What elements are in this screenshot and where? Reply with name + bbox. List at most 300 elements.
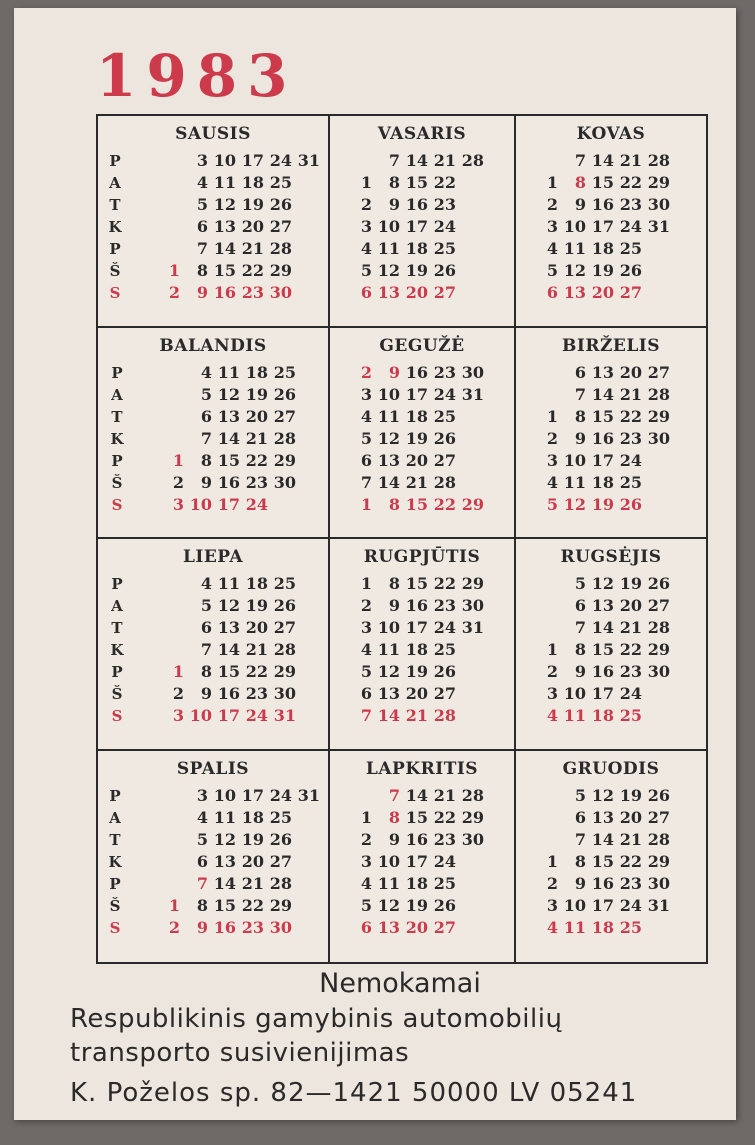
- week-row: [532, 428, 672, 450]
- day-number: 27: [619, 283, 642, 302]
- day-number: [158, 617, 186, 639]
- week-row: [346, 472, 486, 494]
- day-number: [644, 238, 672, 260]
- day-number: 10: [213, 151, 236, 170]
- day-number: 22: [619, 173, 642, 192]
- day-number: 9: [574, 428, 586, 448]
- day-number: 12: [377, 428, 400, 448]
- day-number: 5: [196, 829, 208, 849]
- day-number: [130, 683, 158, 705]
- day-number: [458, 450, 486, 472]
- day-number: 22: [245, 450, 268, 470]
- day-number: 9: [200, 684, 212, 703]
- week-row: [346, 807, 486, 829]
- day-number: 24: [269, 151, 292, 170]
- day-number: 9: [388, 829, 400, 849]
- day-number: 1: [168, 895, 180, 915]
- day-number: 28: [647, 829, 670, 849]
- day-number: 4: [360, 873, 372, 893]
- week-row: [126, 150, 322, 172]
- day-number: 26: [433, 895, 456, 915]
- day-number: 29: [273, 450, 296, 470]
- day-number: 13: [591, 807, 614, 827]
- day-number: 20: [405, 450, 428, 470]
- day-number: 19: [245, 384, 268, 404]
- day-number: 11: [213, 807, 236, 827]
- day-number: 18: [405, 406, 428, 426]
- day-number: 7: [388, 151, 400, 170]
- day-number: [154, 150, 182, 172]
- week-row: [532, 494, 672, 516]
- day-number: 8: [196, 895, 208, 915]
- day-number: 16: [405, 195, 428, 214]
- day-number: 17: [217, 494, 240, 514]
- day-number: [158, 428, 186, 450]
- week-row: [126, 238, 322, 260]
- month-sausis: [98, 116, 330, 328]
- week-row: [532, 172, 672, 194]
- day-number: 14: [591, 829, 614, 849]
- month-birželis: [516, 328, 706, 540]
- day-number: 3: [360, 618, 372, 637]
- day-number: 19: [241, 195, 264, 214]
- day-number: 7: [360, 706, 372, 725]
- week-row: [126, 917, 322, 939]
- day-number: 26: [269, 829, 292, 849]
- day-number: 27: [269, 217, 292, 236]
- day-number: [532, 785, 560, 807]
- day-number: 24: [619, 895, 642, 915]
- day-number: 29: [461, 494, 484, 514]
- day-number: 9: [574, 873, 586, 893]
- day-number: [644, 260, 672, 282]
- day-number: [154, 194, 182, 216]
- day-number: [126, 829, 154, 851]
- day-number: 18: [405, 239, 428, 258]
- day-number: 6: [196, 217, 208, 236]
- day-number: [458, 172, 486, 194]
- day-number: 4: [546, 239, 558, 258]
- day-number: 5: [360, 428, 372, 448]
- day-number: [126, 238, 154, 260]
- day-number: [294, 895, 322, 917]
- day-number: 12: [377, 261, 400, 280]
- day-number: [154, 785, 182, 807]
- day-number: [126, 807, 154, 829]
- week-row: [130, 472, 298, 494]
- week-row: [346, 282, 486, 304]
- day-number: 1: [172, 662, 184, 681]
- day-number: 14: [591, 618, 614, 637]
- day-number: [158, 639, 186, 661]
- day-number: 23: [619, 873, 642, 893]
- year-title: 1983: [96, 42, 298, 110]
- day-number: 5: [360, 895, 372, 915]
- day-number: 4: [196, 807, 208, 827]
- month-kovas: [516, 116, 706, 328]
- day-number: 31: [461, 618, 484, 637]
- day-number: 18: [591, 917, 614, 937]
- day-number: [130, 661, 158, 683]
- day-number: 20: [619, 596, 642, 615]
- week-row: [346, 450, 486, 472]
- day-number: 26: [433, 261, 456, 280]
- day-number: 14: [377, 706, 400, 725]
- day-number: 1: [172, 450, 184, 470]
- day-number: 25: [433, 640, 456, 659]
- day-number: 15: [405, 807, 428, 827]
- day-number: 15: [405, 173, 428, 192]
- day-number: 26: [647, 785, 670, 805]
- day-number: [154, 172, 182, 194]
- week-row: [130, 705, 298, 727]
- day-number: 27: [269, 851, 292, 871]
- day-number: 19: [405, 662, 428, 681]
- week-row: [346, 873, 486, 895]
- day-number: 24: [433, 384, 456, 404]
- day-number: 20: [591, 283, 614, 302]
- day-number: 12: [213, 195, 236, 214]
- day-number: [126, 282, 154, 304]
- day-number: 22: [241, 261, 264, 280]
- day-number: 10: [563, 895, 586, 915]
- day-number: 11: [217, 574, 240, 593]
- day-number: 5: [546, 261, 558, 280]
- day-number: 14: [213, 239, 236, 258]
- day-number: [532, 807, 560, 829]
- day-number: 22: [619, 851, 642, 871]
- day-number: [130, 406, 158, 428]
- day-number: 1: [546, 173, 558, 192]
- week-row: [130, 362, 298, 384]
- day-number: 17: [591, 895, 614, 915]
- day-number: 19: [245, 596, 268, 615]
- day-number: 29: [647, 173, 670, 192]
- week-row: [130, 494, 298, 516]
- day-number: 12: [213, 829, 236, 849]
- week-row: [532, 384, 672, 406]
- day-number: 13: [213, 217, 236, 236]
- month-name: GRUODIS: [562, 758, 660, 779]
- day-number: [458, 683, 486, 705]
- month-name: KOVAS: [576, 124, 646, 144]
- day-number: 21: [241, 239, 264, 258]
- weekday-label: P: [109, 786, 121, 805]
- day-number: 2: [172, 472, 184, 492]
- weekday-label: S: [109, 284, 121, 302]
- day-number: 23: [245, 684, 268, 703]
- day-number: 31: [297, 151, 320, 170]
- day-number: 15: [213, 895, 236, 915]
- day-number: 19: [591, 261, 614, 280]
- day-number: [130, 450, 158, 472]
- day-number: [644, 282, 672, 304]
- day-number: 2: [168, 283, 180, 302]
- day-number: 11: [217, 362, 240, 382]
- day-number: 20: [405, 917, 428, 937]
- month-lapkritis: [330, 751, 516, 963]
- day-number: 29: [269, 261, 292, 280]
- day-number: 2: [168, 917, 180, 937]
- day-number: 4: [196, 173, 208, 192]
- month-name: GEGUŽĖ: [379, 335, 465, 356]
- day-number: 23: [245, 472, 268, 492]
- day-number: 13: [213, 851, 236, 871]
- month-liepa: [98, 539, 330, 751]
- week-row: [532, 150, 672, 172]
- day-number: [532, 617, 560, 639]
- day-number: 20: [245, 406, 268, 426]
- day-number: 28: [647, 618, 670, 637]
- day-number: 21: [619, 384, 642, 404]
- day-number: 3: [546, 450, 558, 470]
- day-number: 31: [461, 384, 484, 404]
- day-number: 21: [619, 151, 642, 170]
- day-number: 7: [574, 151, 586, 170]
- day-number: 20: [241, 851, 264, 871]
- day-number: 8: [574, 640, 586, 659]
- day-number: 11: [563, 472, 586, 492]
- day-number: [644, 683, 672, 705]
- week-row: [346, 917, 486, 939]
- day-number: 2: [546, 428, 558, 448]
- day-number: 12: [217, 596, 240, 615]
- day-number: 30: [273, 472, 296, 492]
- day-number: 31: [647, 217, 670, 236]
- weekday-label: S: [109, 918, 121, 937]
- day-number: [458, 238, 486, 260]
- day-number: [130, 362, 158, 384]
- day-number: 2: [360, 596, 372, 615]
- month-name: VASARIS: [377, 124, 467, 144]
- day-number: 3: [172, 706, 184, 725]
- day-number: [458, 895, 486, 917]
- footer-free: Nemokamai: [319, 968, 481, 999]
- day-number: 4: [360, 406, 372, 426]
- day-number: 8: [574, 173, 586, 192]
- day-number: [294, 807, 322, 829]
- day-number: [458, 282, 486, 304]
- day-number: 22: [433, 574, 456, 593]
- day-number: 20: [405, 283, 428, 302]
- day-number: 14: [217, 428, 240, 448]
- day-number: 27: [647, 596, 670, 615]
- day-number: 23: [619, 195, 642, 214]
- footer-org-line-1: Respublikinis gamybinis automobilių: [70, 1004, 563, 1034]
- day-number: 17: [591, 217, 614, 236]
- day-number: 22: [245, 662, 268, 681]
- day-number: [458, 661, 486, 683]
- day-number: 23: [241, 917, 264, 937]
- day-number: 9: [196, 917, 208, 937]
- day-number: 18: [405, 640, 428, 659]
- day-number: 28: [269, 239, 292, 258]
- day-number: 10: [189, 494, 212, 514]
- day-number: 21: [433, 785, 456, 805]
- day-number: 16: [405, 362, 428, 382]
- day-number: 15: [405, 494, 428, 514]
- weekday-label: Š: [111, 685, 123, 703]
- day-number: [158, 595, 186, 617]
- day-number: 30: [461, 362, 484, 382]
- week-row: [532, 917, 672, 939]
- day-number: 14: [217, 640, 240, 659]
- day-number: 30: [647, 873, 670, 893]
- week-row: [126, 172, 322, 194]
- day-number: [294, 194, 322, 216]
- calendar-card: [14, 8, 736, 1120]
- day-number: 19: [619, 574, 642, 593]
- day-number: 14: [377, 472, 400, 492]
- day-number: 19: [241, 829, 264, 849]
- week-row: [126, 851, 322, 873]
- day-number: 11: [377, 239, 400, 258]
- day-number: 30: [647, 662, 670, 681]
- week-row: [532, 282, 672, 304]
- day-number: 10: [377, 384, 400, 404]
- month-spalis: [98, 751, 330, 963]
- day-number: 17: [241, 785, 264, 805]
- week-row: [532, 873, 672, 895]
- day-number: [126, 216, 154, 238]
- week-row: [126, 216, 322, 238]
- day-number: 19: [405, 261, 428, 280]
- day-number: 1: [546, 406, 558, 426]
- day-number: [126, 785, 154, 807]
- day-number: 24: [245, 494, 268, 514]
- day-number: 28: [273, 428, 296, 448]
- day-number: [532, 384, 560, 406]
- day-number: [126, 194, 154, 216]
- weekday-label: Š: [109, 896, 121, 915]
- week-row: [532, 895, 672, 917]
- day-number: 31: [647, 895, 670, 915]
- day-number: 27: [433, 684, 456, 703]
- day-number: 6: [546, 283, 558, 302]
- day-number: 16: [405, 596, 428, 615]
- day-number: 4: [200, 574, 212, 593]
- day-number: 27: [273, 406, 296, 426]
- day-number: 2: [546, 873, 558, 893]
- day-number: 12: [591, 574, 614, 593]
- day-number: 10: [189, 706, 212, 725]
- day-number: 23: [433, 829, 456, 849]
- day-number: 25: [619, 706, 642, 725]
- week-row: [346, 661, 486, 683]
- month-name: SPALIS: [176, 758, 250, 779]
- day-number: [130, 705, 158, 727]
- day-number: 28: [461, 785, 484, 805]
- day-number: 17: [405, 851, 428, 871]
- day-number: 16: [213, 917, 236, 937]
- day-number: 23: [619, 428, 642, 448]
- day-number: 10: [563, 450, 586, 470]
- day-number: 29: [647, 406, 670, 426]
- day-number: 20: [619, 807, 642, 827]
- day-number: 21: [619, 829, 642, 849]
- week-row: [130, 639, 298, 661]
- day-number: 8: [200, 450, 212, 470]
- month-name: SAUSIS: [175, 124, 251, 144]
- day-number: 18: [245, 362, 268, 382]
- day-number: 10: [563, 684, 586, 703]
- day-number: 13: [563, 283, 586, 302]
- day-number: 16: [591, 873, 614, 893]
- day-number: [158, 362, 186, 384]
- day-number: [154, 216, 182, 238]
- day-number: [154, 807, 182, 829]
- week-row: [532, 639, 672, 661]
- day-number: [458, 216, 486, 238]
- day-number: 9: [388, 195, 400, 214]
- day-number: 7: [200, 428, 212, 448]
- day-number: 25: [269, 173, 292, 192]
- day-number: 25: [619, 239, 642, 258]
- weekday-label: K: [108, 852, 122, 871]
- day-number: 28: [433, 706, 456, 725]
- day-number: [346, 785, 374, 807]
- day-number: 10: [213, 785, 236, 805]
- week-row: [130, 428, 298, 450]
- day-number: 16: [217, 472, 240, 492]
- week-row: [346, 683, 486, 705]
- day-number: [154, 873, 182, 895]
- day-number: 31: [273, 706, 296, 725]
- day-number: 11: [563, 706, 586, 725]
- day-number: 1: [360, 494, 372, 514]
- day-number: 19: [405, 895, 428, 915]
- day-number: 24: [619, 450, 642, 470]
- day-number: 25: [433, 873, 456, 893]
- day-number: 3: [546, 684, 558, 703]
- day-number: 28: [461, 151, 484, 170]
- day-number: 26: [619, 494, 642, 514]
- day-number: 26: [619, 261, 642, 280]
- day-number: [294, 238, 322, 260]
- day-number: 11: [213, 173, 236, 192]
- week-row: [346, 494, 486, 516]
- day-number: 5: [574, 574, 586, 593]
- day-number: 24: [269, 785, 292, 805]
- day-number: 27: [647, 362, 670, 382]
- day-number: 21: [619, 618, 642, 637]
- weekday-label: K: [110, 429, 124, 448]
- week-row: [346, 362, 486, 384]
- day-number: [130, 472, 158, 494]
- day-number: 10: [563, 217, 586, 236]
- day-number: 30: [647, 428, 670, 448]
- day-number: [270, 494, 298, 516]
- day-number: 20: [245, 618, 268, 637]
- day-number: 26: [273, 384, 296, 404]
- day-number: [130, 617, 158, 639]
- day-number: 4: [546, 706, 558, 725]
- day-number: 6: [360, 450, 372, 470]
- weekday-label: A: [109, 808, 121, 827]
- day-number: [126, 895, 154, 917]
- day-number: 5: [196, 195, 208, 214]
- week-row: [532, 194, 672, 216]
- day-number: 6: [360, 684, 372, 703]
- week-row: [346, 785, 486, 807]
- week-row: [130, 617, 298, 639]
- day-number: [644, 705, 672, 727]
- week-row: [532, 683, 672, 705]
- day-number: [158, 406, 186, 428]
- day-number: 10: [377, 217, 400, 236]
- week-row: [346, 238, 486, 260]
- day-number: 6: [574, 807, 586, 827]
